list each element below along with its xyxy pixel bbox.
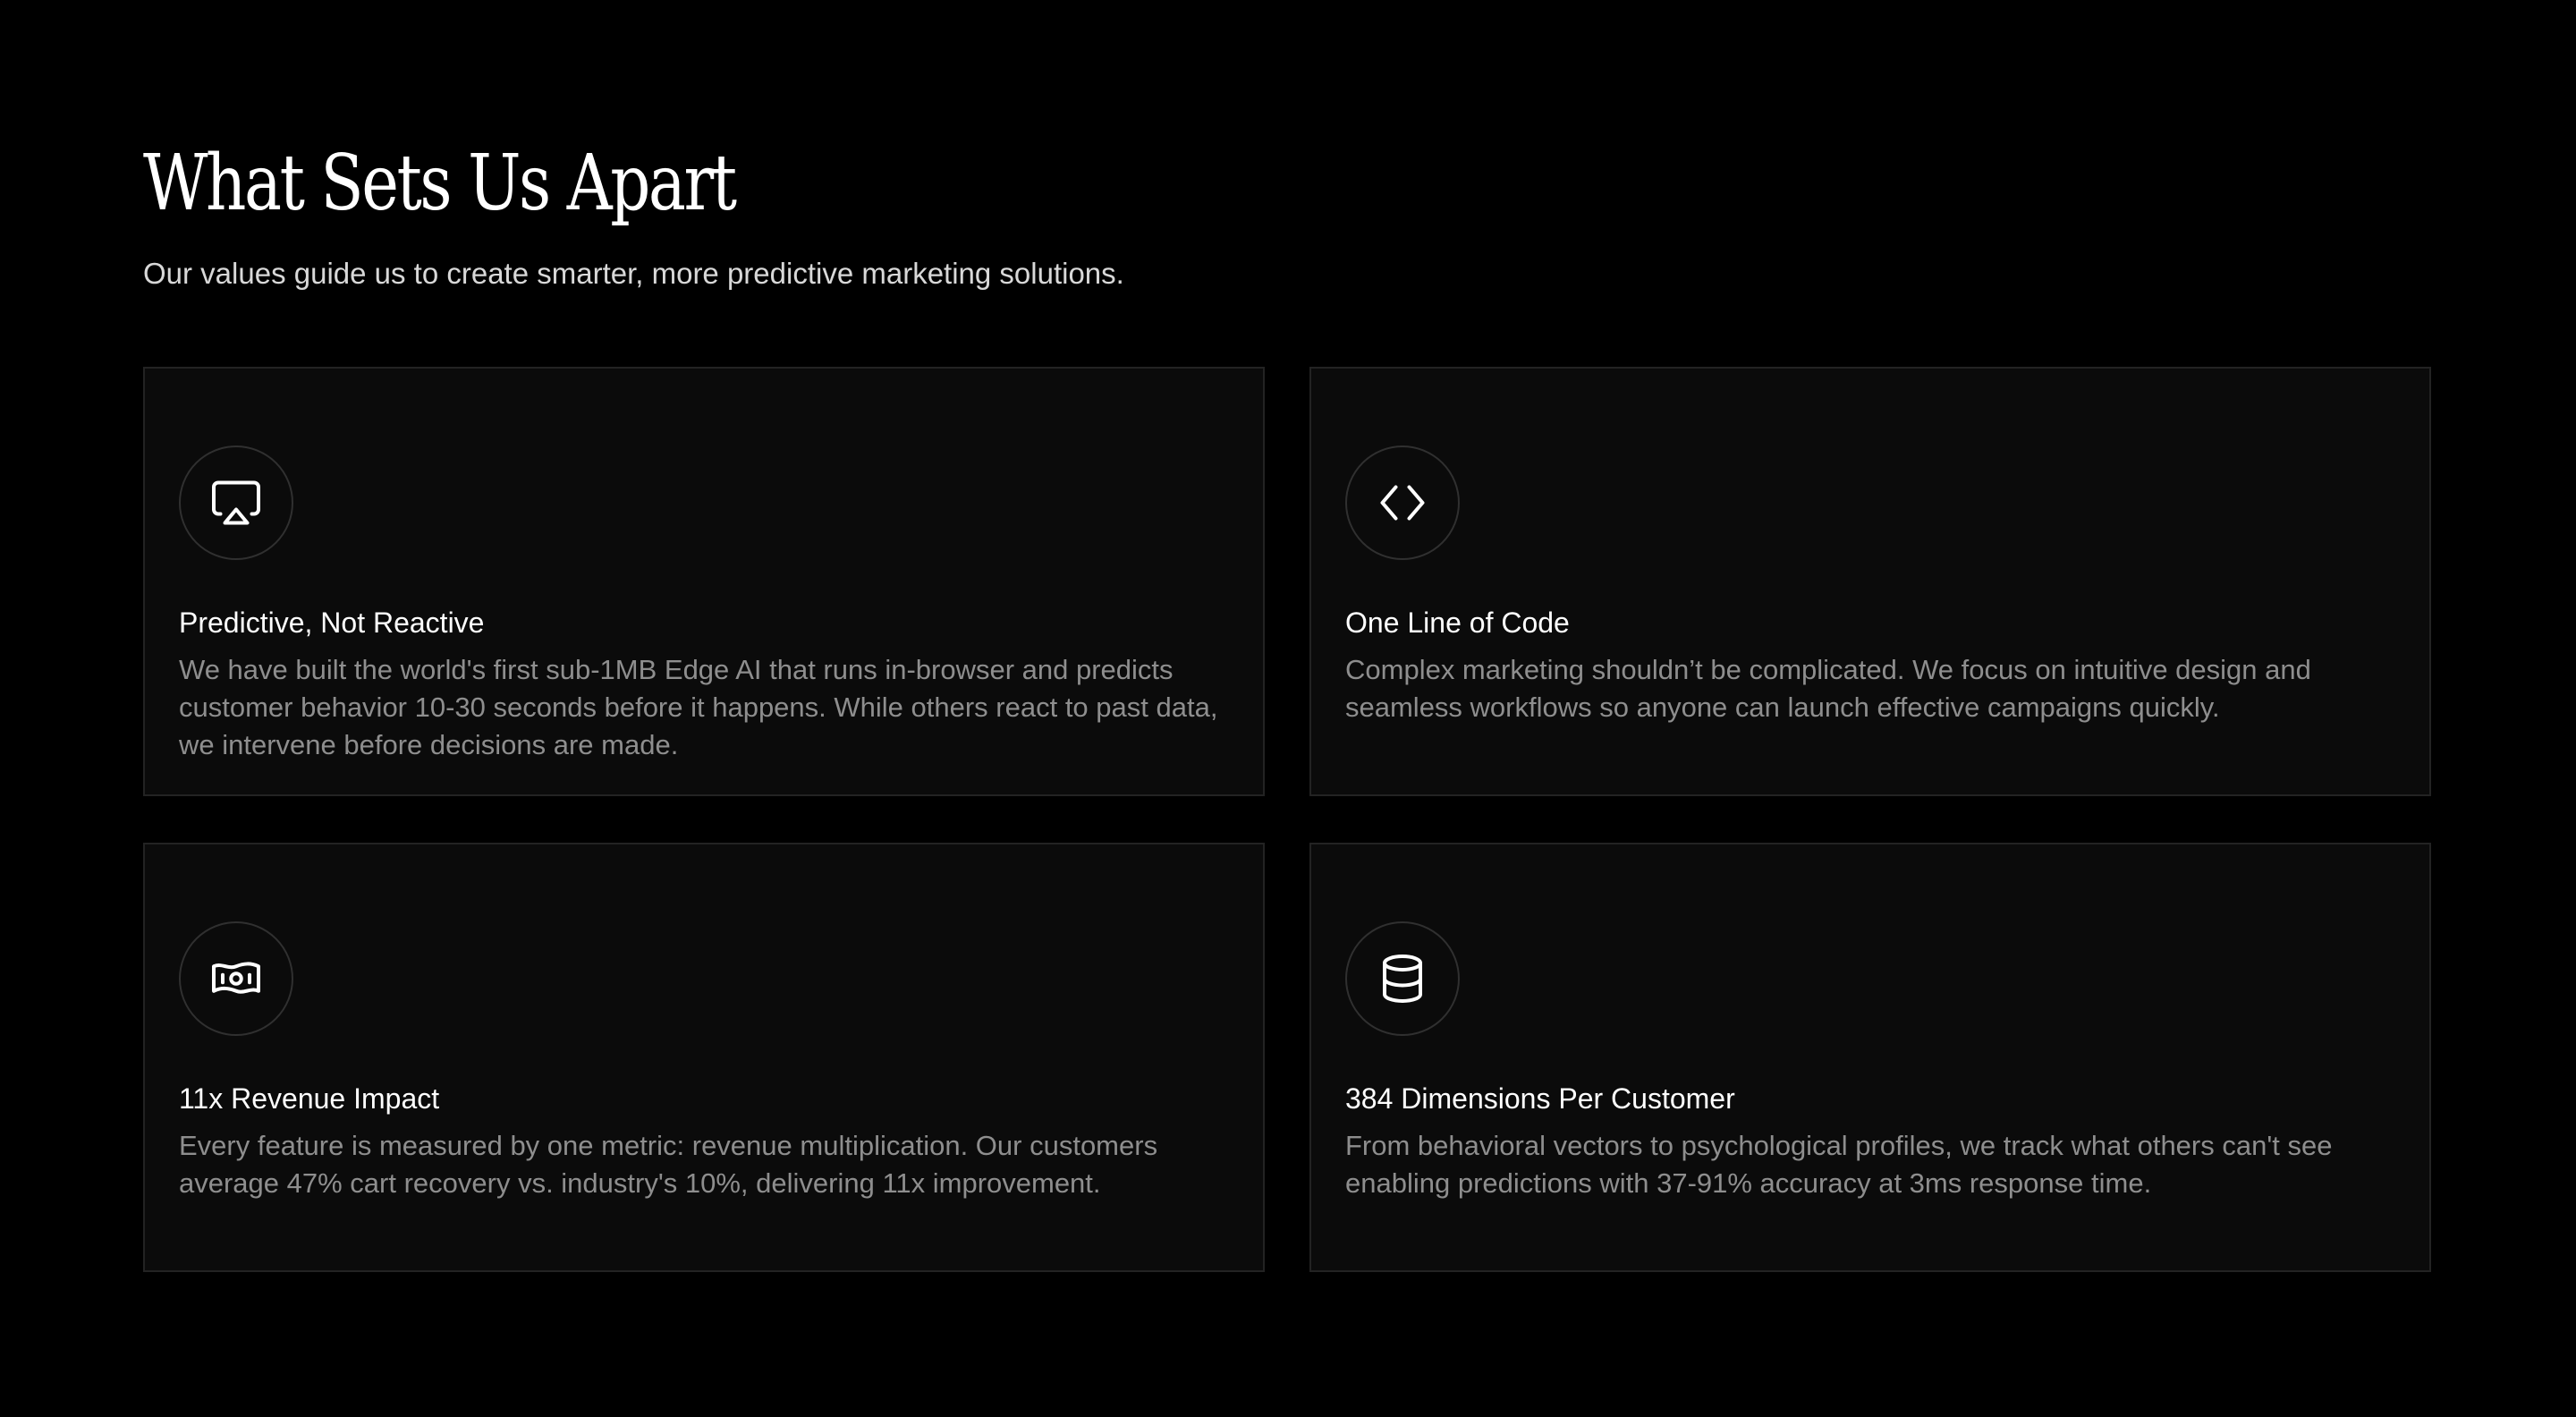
database-icon <box>1345 921 1460 1036</box>
section-title: What Sets Us Apart <box>143 139 735 228</box>
card-title: One Line of Code <box>1345 607 1570 639</box>
value-card-predictive <box>143 367 1265 796</box>
card-title: 11x Revenue Impact <box>179 1082 440 1115</box>
banknote-icon <box>179 921 293 1036</box>
card-description: We have built the world's first sub-1MB Edge AI that runs in-browser and predicts customer behavior 10-30 seconds before it happens. While others react to past data, we intervene before decisions are made. <box>179 654 1218 760</box>
code-icon <box>1345 445 1460 560</box>
airplay-icon <box>179 445 293 560</box>
card-description: From behavioral vectors to psychological profiles, we track what others can't see enabling predictions with 37-91% accuracy at 3ms response time. <box>1345 1130 2333 1199</box>
section-subtitle: Our values guide us to create smarter, more predictive marketing solutions. <box>143 257 1124 290</box>
value-card-dimensions <box>1309 843 2431 1272</box>
value-card-revenue <box>143 843 1265 1272</box>
card-description: Complex marketing shouldn’t be complicated. We focus on intuitive design and seamless workflows so anyone can launch effective campaigns quickly. <box>1345 654 2311 723</box>
card-title: 384 Dimensions Per Customer <box>1345 1082 1735 1115</box>
card-title: Predictive, Not Reactive <box>179 607 485 639</box>
value-card-code <box>1309 367 2431 796</box>
card-description: Every feature is measured by one metric: revenue multiplication. Our customers average 47% cart recovery vs. industry's 10%, delivering 11x improvement. <box>179 1130 1158 1199</box>
